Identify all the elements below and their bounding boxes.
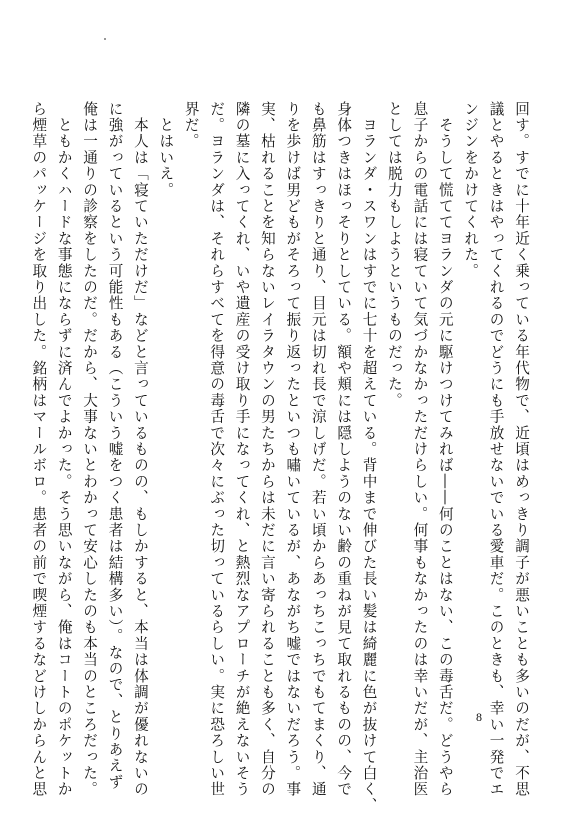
text-line: 回す。すでに十年近く乗っている年代物で、近頃はめっきり調子が悪いことも多いのだが、不思 xyxy=(513,101,530,798)
body-text xyxy=(26,101,534,814)
text-line: に強がっているという可能性もある（こういう嘘をつく患者は結構多い）。なので、とりあえず xyxy=(106,101,124,791)
text-line: とはいえ。 xyxy=(157,101,175,199)
text-line: 界だ。 xyxy=(182,101,200,150)
text-line: ら煙草のパッケージを取り出した。銘柄はマールボロ。患者の前で喫煙するなどけしからんと思 xyxy=(30,101,48,798)
text-line: ンジンをかけてくれた。 xyxy=(462,101,480,280)
text-line: そうして慌ててヨランダの元に駆けつけてみれば――何のことはない、この毒舌だ。どうやら xyxy=(436,101,454,798)
text-line: 俺は一通りの診察をしたのだ。だから、大事ないとわかって安心したのも本当のところだった。 xyxy=(81,101,99,798)
text-line: 議とやるときはやってくれるのでどうにも手放せないでいる愛車だ。このときも、幸い一発でエ xyxy=(487,101,505,798)
text-line: りを歩けば男どもがそろって振り返ったといつも嘯いているが、あながち嘘ではないだろう。事 xyxy=(284,101,302,798)
text-line: としては脱力もしようというものだった。 xyxy=(385,101,403,409)
text-line: も鼻筋はすっきりと通り、目元は切れ長で涼しげだ。若い頃からあっちこっちでもてまくり、通 xyxy=(309,101,327,798)
text-line: 隣の墓に入ってくれ、いや遺産の受け取り手になってくれ、と熱烈なアプローチが絶えないそう xyxy=(233,101,251,798)
text-line: 実、枯れることを知らないレイラタウンの男たちからは未だに言い寄られることも多く、自分の xyxy=(258,101,276,798)
text-line: だ。ヨランダは、それらすべてを得意の毒舌で次々にぶった切っているらしい。実に恐ろしい世 xyxy=(208,101,226,798)
paper-speck xyxy=(104,38,106,40)
text-line: 身体つきはほっそりとしている。額や頬には隠しようのない齢の重ねが見て取れるものの、今で xyxy=(335,101,353,798)
text-line: ヨランダ・スワンはすでに七十を超えている。背中まで伸びた長い髪は綺麗に色が抜けて白く、 xyxy=(360,101,378,814)
text-line: ともかくハードな事態にならずに済んでよかった。そう思いながら、俺はコートのポケットか xyxy=(55,101,73,798)
text-line: 息子からの電話には寝ていて気づかなかっただけらしい。何事もなかったのは幸いだが、主治医 xyxy=(411,101,429,798)
page-number: 8 xyxy=(476,710,482,724)
text-line: 本人は「寝ていただけだ」などと言っているものの、もしかすると、本当は体調が優れないの xyxy=(131,101,149,798)
